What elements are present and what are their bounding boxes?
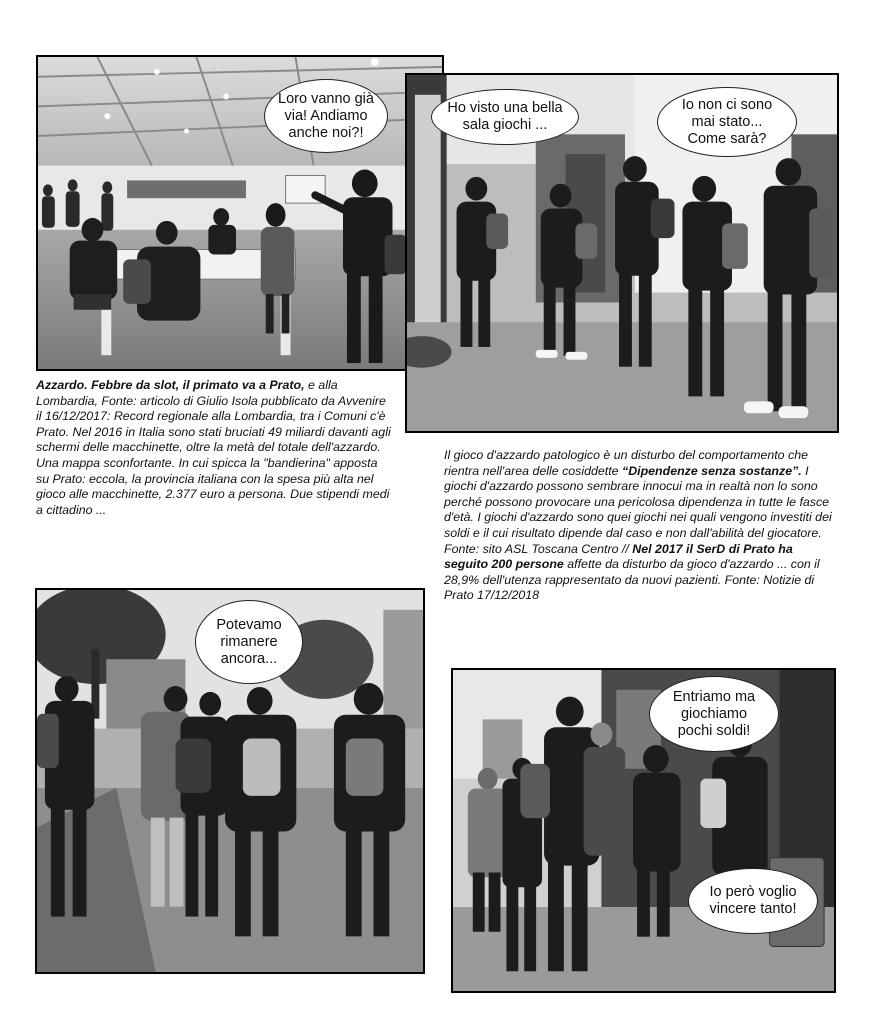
caption-right-part1: Il gioco d'azzardo patologico è un disturbo del comportamento che rientra nell'area delle cosiddette (444, 448, 808, 478)
speech-bubble-hall: Loro vanno già via! Andiamo anche noi?! (264, 79, 388, 153)
speech-bubble-street: Potevamo rimanere ancora... (195, 600, 303, 684)
comic-panel-queue (405, 73, 839, 433)
speech-bubble-entrance-top: Entriamo ma giochiamo pochi soldi! (649, 676, 779, 752)
speech-bubble-queue-right: Io non ci sono mai stato... Come sarà? (657, 87, 797, 157)
caption-left-body: e alla Lombardia, Fonte: articolo di Giulio Isola pubblicato da Avvenire il 16/12/2017: Record regionale alla Lombardia, tra i Comuni c'è Prato. Nel 2016 in Italia sono stati bruciati 49 miliardi davanti agli schermi delle macchinette, oltre la metà del totale dell'azzardo. Una mappa sconfortante. In cui spicca la "bandierina" apposta su Prato: eccola, la provincia italiana con la spesa più alta nel gioco alle macchinette, 2.377 euro a persona. Due stipendi medi a cittadino ... (36, 378, 391, 517)
speech-bubble-queue-left: Ho visto una bella sala giochi ... (431, 89, 579, 145)
caption-left-headline: Azzardo. Febbre da slot, il primato va a Prato, (36, 378, 305, 392)
comic-panel-entrance (451, 668, 836, 993)
caption-right-part3: affette da disturbo da gioco d'azzardo ... con il 28,9% dell'utenza rappresentato da nuovi pazienti. Fonte: Notizie di Prato 17/12/2018 (444, 557, 820, 603)
caption-right-bold1: “Dipendenze senza sostanze”. (622, 463, 802, 478)
caption-left (36, 378, 394, 518)
caption-right-bold2: Nel 2017 il SerD di Prato ha seguito 200 persone (444, 541, 793, 572)
comic-panel-street (35, 588, 425, 974)
caption-right (444, 448, 840, 604)
speech-bubble-entrance-bottom: Io però voglio vincere tanto! (688, 868, 818, 934)
comic-panel-hall (36, 55, 444, 371)
caption-right-part2: I giochi d'azzardo possono sembrare innocui ma in realtà non lo sono perché possono provocare una pericolosa dipendenza in tutte le fasce d'età. I giochi d'azzardo sono quei giochi nei quali vengono investiti dei soldi e il cui risultato dipende dal caso e non dall'abilità del giocatore. Fonte: sito ASL Toscana Centro // (444, 463, 832, 556)
